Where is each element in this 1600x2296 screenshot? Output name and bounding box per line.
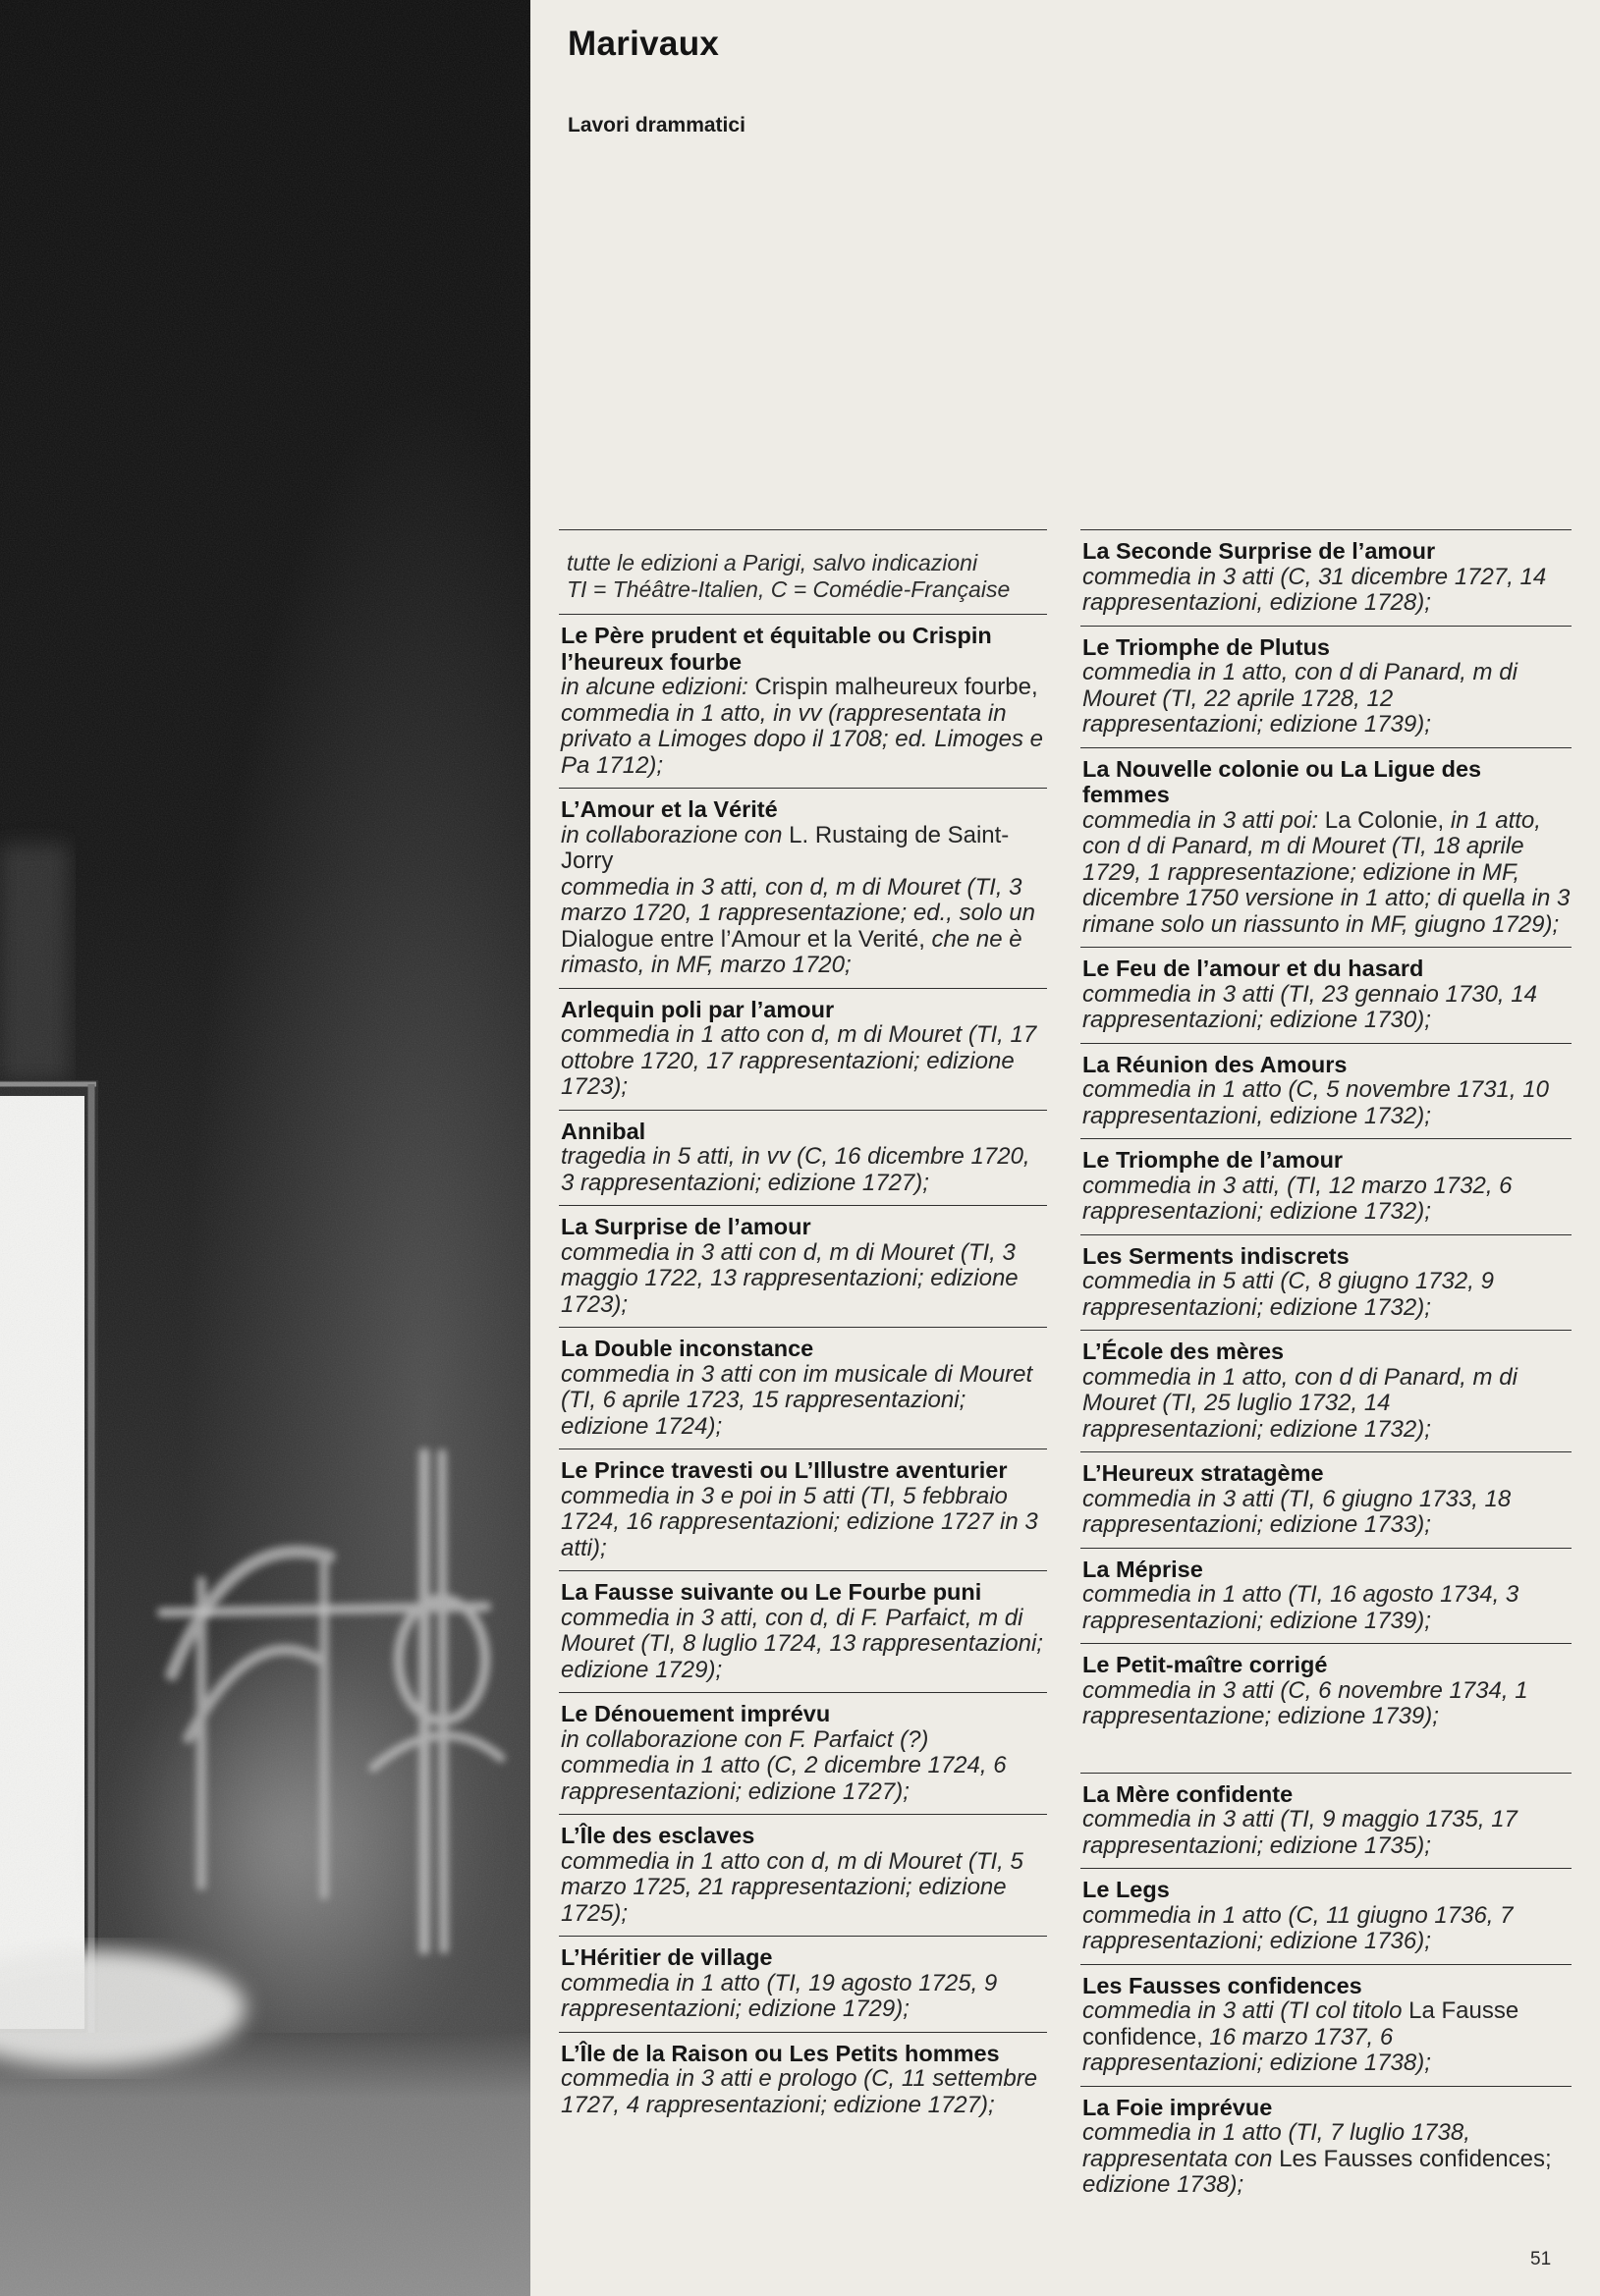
detail-text: che ne è rimasto, in MF, marzo 1720; bbox=[561, 925, 1022, 978]
work-title: La Fausse suivante ou Le Fourbe puni bbox=[561, 1579, 982, 1605]
detail-text: commedia in 1 atto (TI, 16 agosto 1734, 3 rappresentazioni; edizione 1739); bbox=[1082, 1581, 1519, 1634]
work-title: Annibal bbox=[561, 1118, 646, 1144]
work-details bbox=[1082, 565, 1572, 617]
work-details bbox=[561, 1849, 1047, 1928]
detail-text: commedia in 1 atto con d, m di Mouret (TI, 17 ottobre 1720, 17 rappresentazioni; edizione 1723); bbox=[561, 1021, 1037, 1100]
work-details bbox=[1082, 1487, 1572, 1539]
work-details bbox=[561, 1484, 1047, 1562]
detail-text: commedia in 1 atto, con d di Panard, m di Mouret (TI, 22 aprile 1728, 12 rappresentazioni; edizione 1739); bbox=[1082, 659, 1517, 738]
work-title: Le Legs bbox=[1082, 1877, 1170, 1902]
detail-text: commedia in 3 atti (TI col titolo bbox=[1082, 1997, 1409, 2024]
detail-text: commedia in 1 atto con d, m di Mouret (TI, 5 marzo 1725, 21 rappresentazioni; edizione 1725); bbox=[561, 1847, 1023, 1927]
work-title: Le Feu de l’amour et du hasard bbox=[1082, 956, 1424, 981]
work-details bbox=[1082, 1582, 1572, 1634]
work-details bbox=[1082, 1807, 1572, 1859]
work-details bbox=[561, 1753, 1047, 1805]
detail-text: commedia in 3 atti, (TI, 12 marzo 1732, 6 rappresentazioni; edizione 1732); bbox=[1082, 1172, 1513, 1225]
work-entry bbox=[559, 1936, 1047, 2032]
work-title: L’École des mères bbox=[1082, 1339, 1285, 1364]
work-details bbox=[561, 1240, 1047, 1319]
work-entry bbox=[1080, 947, 1572, 1043]
detail-text: edizione 1738); bbox=[1082, 2171, 1244, 2198]
detail-text: commedia in 1 atto, con d di Panard, m di Mouret (TI, 25 luglio 1732, 14 rappresentazioni; edizione 1732); bbox=[1082, 1363, 1517, 1443]
work-details bbox=[1082, 660, 1572, 738]
edition-note bbox=[559, 529, 1047, 614]
work-details bbox=[561, 701, 1047, 780]
work-entry bbox=[1080, 747, 1572, 948]
work-details bbox=[1082, 808, 1572, 939]
work-details bbox=[1082, 1998, 1572, 2077]
detail-text: commedia in 3 atti, con d, di F. Parfaict, m di Mouret (TI, 8 luglio 1724, 13 rappresentazioni; edizione 1729); bbox=[561, 1604, 1043, 1683]
detail-text: commedia in 1 atto (TI, 7 luglio 1738, rappresentata con bbox=[1082, 2119, 1470, 2172]
work-entry bbox=[559, 988, 1047, 1110]
work-title: Arlequin poli par l’amour bbox=[561, 996, 835, 1022]
work-entry bbox=[559, 1570, 1047, 1692]
work-details bbox=[561, 1606, 1047, 1684]
detail-text: tragedia in 5 atti, in vv (C, 16 dicembre 1720, 3 rappresentazioni; edizione 1727); bbox=[561, 1143, 1030, 1196]
work-entry bbox=[559, 1692, 1047, 1814]
cited-title: La Fausse confidence, bbox=[1082, 1997, 1519, 2050]
work-title: Le Prince travesti ou L’Illustre aventurier bbox=[561, 1457, 1008, 1483]
page-number: 51 bbox=[1530, 2249, 1552, 2269]
work-details bbox=[561, 823, 1047, 875]
work-title: L’Île de la Raison ou Les Petits hommes bbox=[561, 2040, 1000, 2066]
detail-text: commedia in 3 e poi in 5 atti (TI, 5 febbraio 1724, 16 rappresentazioni; edizione 1727 in 3 atti); bbox=[561, 1482, 1038, 1561]
detail-text: commedia in 1 atto, in vv (rappresentata in privato a Limoges dopo il 1708; ed. Limoges e Pa 1712); bbox=[561, 699, 1043, 779]
work-entry bbox=[559, 1327, 1047, 1449]
work-entry bbox=[1080, 1964, 1572, 2086]
detail-text: commedia in 3 atti con d, m di Mouret (TI, 3 maggio 1722, 13 rappresentazioni; edizione 1723); bbox=[561, 1238, 1019, 1318]
work-details bbox=[1082, 2120, 1572, 2199]
work-entry bbox=[1080, 529, 1572, 626]
work-details bbox=[1082, 1903, 1572, 1955]
film-grain bbox=[0, 0, 530, 2296]
work-title: La Seconde Surprise de l’amour bbox=[1082, 538, 1436, 564]
work-entry bbox=[1080, 1234, 1572, 1331]
detail-text: commedia in 3 atti, con d, m di Mouret (TI, 3 marzo 1720, 1 rappresentazione; ed., solo un bbox=[561, 873, 1035, 926]
work-title: Les Serments indiscrets bbox=[1082, 1242, 1350, 1269]
work-entry bbox=[1080, 2086, 1572, 2208]
work-entry bbox=[1080, 1643, 1572, 1739]
cited-title: Crispin malheureux fourbe, bbox=[754, 674, 1038, 700]
work-entry bbox=[1080, 1138, 1572, 1234]
work-title: La Foie imprévue bbox=[1082, 2094, 1273, 2120]
work-entry bbox=[559, 2032, 1047, 2128]
work-title: La Double inconstance bbox=[561, 1336, 814, 1361]
edition-note-line: TI = Théâtre-Italien, C = Comédie-Française bbox=[567, 575, 1011, 602]
detail-text: commedia in 1 atto (TI, 19 agosto 1725, 9 rappresentazioni; edizione 1729); bbox=[561, 1969, 998, 2022]
work-entry bbox=[559, 1110, 1047, 1206]
work-title: Le Dénouement imprévu bbox=[561, 1701, 831, 1726]
work-details bbox=[1082, 1077, 1572, 1129]
detail-text: commedia in 3 atti (TI, 23 gennaio 1730, 14 rappresentazioni; edizione 1730); bbox=[1082, 980, 1537, 1033]
works-column-left bbox=[559, 529, 1047, 2127]
work-details bbox=[1082, 1269, 1572, 1321]
work-details bbox=[1082, 1174, 1572, 1226]
work-entry bbox=[559, 1205, 1047, 1327]
edition-note-line: tutte le edizioni a Parigi, salvo indicazioni bbox=[567, 550, 978, 575]
page-title: Marivaux bbox=[568, 25, 720, 63]
cited-title: L. Rustaing de Saint-Jorry bbox=[561, 821, 1010, 874]
work-details bbox=[1082, 1678, 1572, 1730]
detail-text: commedia in 3 atti con im musicale di Mouret (TI, 6 aprile 1723, 15 rappresentazioni; edizione 1724); bbox=[561, 1360, 1033, 1440]
detail-text: 16 marzo 1737, 6 rappresentazioni; edizione 1738); bbox=[1082, 2023, 1431, 2076]
work-entry bbox=[559, 788, 1047, 988]
detail-text: commedia in 3 atti e prologo (C, 11 settembre 1727, 4 rappresentazioni; edizione 1727); bbox=[561, 2065, 1038, 2118]
work-title: La Mère confidente bbox=[1082, 1780, 1294, 1807]
detail-text: commedia in 3 atti (C, 31 dicembre 1727, 14 rappresentazioni, edizione 1728); bbox=[1082, 563, 1547, 616]
work-entry bbox=[1080, 1451, 1572, 1548]
detail-text: commedia in 5 atti (C, 8 giugno 1732, 9 rappresentazioni; edizione 1732); bbox=[1082, 1268, 1494, 1321]
work-title: L’Héritier de village bbox=[561, 1944, 773, 1970]
work-title: Le Petit-maître corrigé bbox=[1082, 1652, 1328, 1677]
work-details bbox=[1082, 982, 1572, 1034]
detail-text: commedia in 3 atti (C, 6 novembre 1734, 1 rappresentazione; edizione 1739); bbox=[1082, 1676, 1528, 1729]
detail-text: in collaborazione con F. Parfaict (?) bbox=[561, 1725, 929, 1753]
work-details bbox=[561, 2066, 1047, 2118]
work-title: La Nouvelle colonie ou La Ligue des femmes bbox=[1082, 755, 1482, 807]
work-title: Le Triomphe de l’amour bbox=[1082, 1147, 1344, 1173]
work-title: La Réunion des Amours bbox=[1082, 1051, 1348, 1077]
work-entry bbox=[1080, 626, 1572, 747]
work-entry bbox=[1080, 1043, 1572, 1139]
work-title: L’Île des esclaves bbox=[561, 1823, 755, 1848]
work-title: L’Heureux stratagème bbox=[1082, 1460, 1324, 1486]
work-details bbox=[561, 1727, 1047, 1754]
work-details bbox=[561, 1362, 1047, 1441]
work-details bbox=[561, 1022, 1047, 1101]
detail-text: commedia in 3 atti (TI, 9 maggio 1735, 17 rappresentazioni; edizione 1735); bbox=[1082, 1806, 1517, 1859]
detail-text: commedia in 3 atti (TI, 6 giugno 1733, 18 rappresentazioni; edizione 1733); bbox=[1082, 1485, 1512, 1538]
detail-text: commedia in 3 atti poi: bbox=[1082, 806, 1325, 834]
cited-title: Les Fausses confidences; bbox=[1279, 2145, 1552, 2172]
work-entry bbox=[559, 1449, 1047, 1570]
work-details bbox=[561, 1971, 1047, 2023]
work-entry bbox=[559, 614, 1047, 788]
work-details bbox=[1082, 1365, 1572, 1444]
work-entry bbox=[1080, 1330, 1572, 1451]
section-subtitle: Lavori drammatici bbox=[568, 114, 745, 137]
detail-text: commedia in 1 atto (C, 5 novembre 1731, 10 rappresentazioni, edizione 1732); bbox=[1082, 1076, 1549, 1129]
detail-text: commedia in 1 atto (C, 2 dicembre 1724, 6 rappresentazioni; edizione 1727); bbox=[561, 1752, 1007, 1805]
work-title: Les Fausses confidences bbox=[1082, 1972, 1362, 1998]
work-title: Le Triomphe de Plutus bbox=[1082, 633, 1331, 660]
work-title: La Surprise de l’amour bbox=[561, 1214, 811, 1239]
work-entry bbox=[559, 1814, 1047, 1936]
work-details bbox=[561, 1144, 1047, 1196]
work-entry bbox=[1080, 1868, 1572, 1964]
detail-text: in collaborazione con bbox=[561, 821, 790, 848]
cited-title: La Colonie, bbox=[1324, 806, 1445, 834]
works-column-right bbox=[1080, 529, 1572, 2208]
detail-text: commedia in 1 atto (C, 11 giugno 1736, 7 rappresentazioni; edizione 1736); bbox=[1082, 1901, 1514, 1954]
detail-text: in alcune edizioni: bbox=[561, 674, 755, 700]
cited-title: Dialogue entre l’Amour et la Verité, bbox=[561, 925, 925, 953]
stage-photo bbox=[0, 0, 530, 2296]
work-details bbox=[561, 675, 1047, 701]
work-entry bbox=[1080, 1773, 1572, 1869]
work-details bbox=[561, 875, 1047, 979]
work-entry bbox=[1080, 1548, 1572, 1644]
work-title: Le Père prudent et équitable ou Crispin l’heureux fourbe bbox=[561, 623, 992, 675]
detail-text: in 1 atto, con d di Panard, m di Mouret (TI, 18 aprile 1729, 1 rappresentazione; edizione in MF, dicembre 1750 versione in 1 atto; di quella in 3 rimane solo un riassunto in MF, giugno 1729); bbox=[1082, 806, 1571, 938]
work-title: La Méprise bbox=[1082, 1556, 1203, 1582]
work-title: L’Amour et la Vérité bbox=[561, 796, 778, 822]
